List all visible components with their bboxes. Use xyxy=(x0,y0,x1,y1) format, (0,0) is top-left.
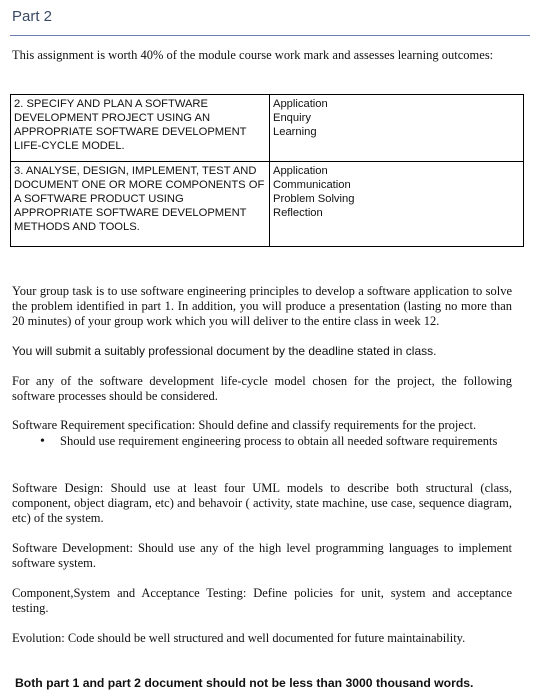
outcome-description-cell xyxy=(11,95,270,162)
skill-item: Problem Solving xyxy=(273,193,355,205)
intro-paragraph: This assignment is worth 40% of the module course work mark and assesses learning outcomes: xyxy=(12,48,494,62)
outcome-line: 2. SPECIFY AND PLAN A SOFTWARE xyxy=(14,98,208,110)
skill-item: Application xyxy=(273,98,328,110)
outcome-skills-cell xyxy=(270,95,524,162)
requirements-paragraph: Software Requirement specification: Should define and classify requirements for the project. xyxy=(12,418,477,432)
skill-item: Enquiry xyxy=(273,112,311,124)
outcome-line: DEVELOPMENT PROJECT USING AN xyxy=(14,112,211,124)
outcome-description-cell xyxy=(11,162,270,247)
learning-outcomes-table xyxy=(10,94,524,247)
outcome-line: DOCUMENT ONE OR MORE COMPONENTS OF xyxy=(14,179,265,191)
development-paragraph: Software Development: Should use any of the high level programming languages to implement software system. xyxy=(12,541,512,570)
skill-item: Reflection xyxy=(273,207,323,219)
submit-paragraph: You will submit a suitably professional document by the deadline stated in class. xyxy=(12,344,437,358)
skill-item: Communication xyxy=(273,179,351,191)
outcome-line: LIFE-CYCLE MODEL. xyxy=(14,140,125,152)
table-row xyxy=(11,162,524,247)
heading-rule xyxy=(10,35,530,36)
evolution-paragraph: Evolution: Code should be well structured and well documented for future maintainability. xyxy=(12,631,466,645)
requirements-bullet xyxy=(40,434,512,449)
outcome-line: APPROPRIATE SOFTWARE DEVELOPMENT xyxy=(14,126,247,138)
word-count-note: Both part 1 and part 2 document should not be less than 3000 thousand words. xyxy=(15,676,474,690)
outcome-skills-cell xyxy=(270,162,524,247)
section-heading: Part 2 xyxy=(12,8,53,25)
skill-item: Learning xyxy=(273,126,317,138)
bullet-text: Should use requirement engineering process to obtain all needed software requirements xyxy=(60,434,498,448)
outcome-line: METHODS AND TOOLS. xyxy=(14,221,140,233)
outcome-line: APPROPRIATE SOFTWARE DEVELOPMENT xyxy=(14,207,247,219)
outcome-line: A SOFTWARE PRODUCT USING xyxy=(14,193,184,205)
group-task-paragraph: Your group task is to use software engineering principles to develop a software application to solve the problem identified in part 1. In addition, you will produce a presentation (lasting no more than 20 minutes) of your group work which you will deliver to the entire class in week 12. xyxy=(12,284,512,328)
design-paragraph: Software Design: Should use at least four UML models to describe both structural (class, component, object diagram, etc) and behavoir ( activity, state machine, use case, sequence diagram, etc) of the system. xyxy=(12,481,512,525)
skill-item: Application xyxy=(273,165,328,177)
bullet-icon: • xyxy=(40,434,45,449)
table-row xyxy=(11,95,524,162)
outcome-line: 3. ANALYSE, DESIGN, IMPLEMENT, TEST AND xyxy=(14,165,257,177)
processes-paragraph: For any of the software development life-cycle model chosen for the project, the following software processes should be considered. xyxy=(12,374,512,403)
testing-paragraph: Component,System and Acceptance Testing: Define policies for unit, system and acceptance testing. xyxy=(12,586,512,615)
